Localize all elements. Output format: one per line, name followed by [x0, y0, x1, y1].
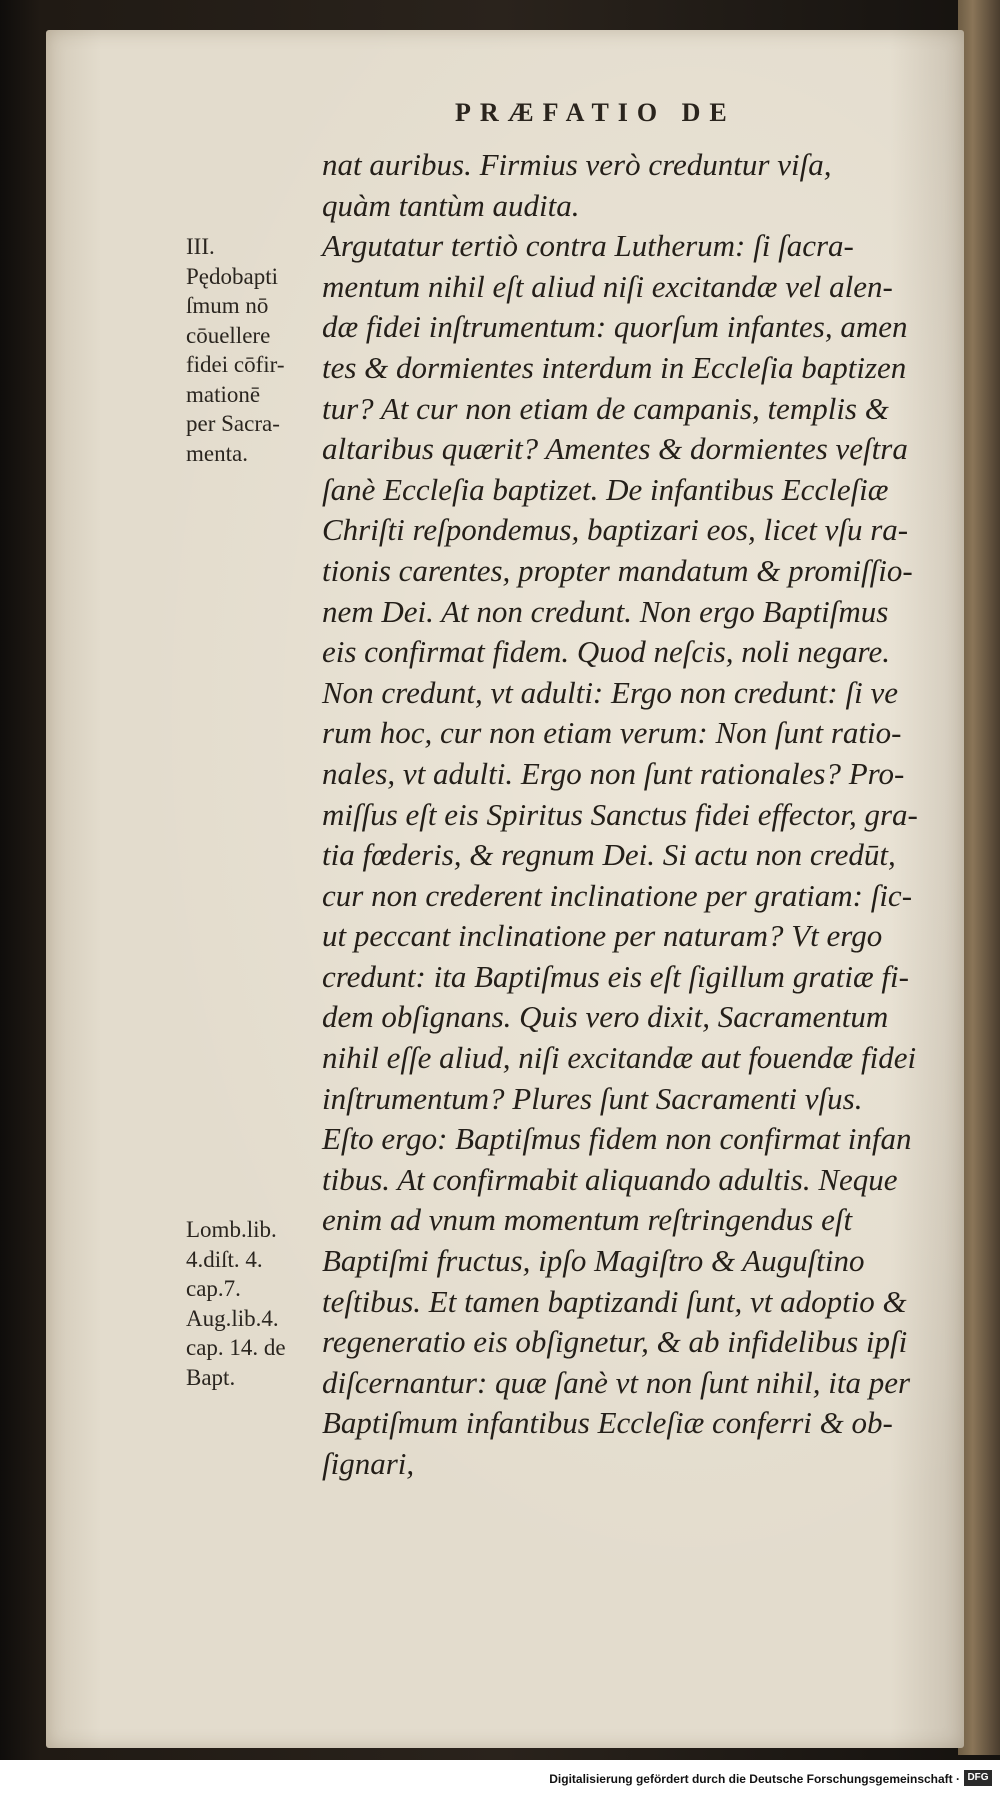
- marginal-line: Pędobapti: [186, 263, 278, 289]
- text-line: dæ fidei inſtrumentum: quorſum infantes, amen: [322, 309, 908, 345]
- marginal-note-references: [186, 1215, 326, 1392]
- text-line: dem obſignans. Quis vero dixit, Sacramentum: [322, 999, 889, 1035]
- text-line: nem Dei. At non credunt. Non ergo Baptiſmus: [322, 593, 889, 629]
- text-line: regeneratio eis obſignetur, & ab infidelibus ipſi: [322, 1324, 908, 1360]
- marginal-line: cap.7.: [186, 1276, 241, 1301]
- marginal-note-pedobaptism: [186, 232, 326, 468]
- text-line: ſignari,: [322, 1446, 415, 1481]
- marginal-line: cap. 14. de: [186, 1335, 286, 1360]
- text-line: Chriſti reſpondemus, baptizari eos, licet vſu ra-: [322, 512, 909, 548]
- marginal-line: menta.: [186, 440, 248, 466]
- marginal-line: mationē: [186, 381, 261, 407]
- text-line: tur? At cur non etiam de campanis, templis &: [322, 390, 889, 426]
- text-line: ſanè Eccleſia baptizet. De infantibus Eccleſiæ: [322, 471, 889, 507]
- text-line: nales, vt adulti. Ergo non ſunt rationales? Pro-: [322, 755, 905, 791]
- text-line: tia fœderis, & regnum Dei. Si actu non credūt,: [322, 837, 896, 873]
- text-line: nat auribus. Firmius verò creduntur viſa,: [322, 147, 832, 182]
- book-edge: [958, 0, 1000, 1755]
- text-line: mentum nihil eſt aliud niſi excitandæ vel alen-: [322, 268, 893, 304]
- marginal-line: 4.diſt. 4.: [186, 1246, 263, 1272]
- marginal-line: cōuellere: [186, 322, 271, 348]
- marginal-line: Lomb.lib.: [186, 1217, 277, 1242]
- funding-credit: Digitalisierung gefördert durch die Deutsche Forschungsgemeinschaft ·: [549, 1772, 960, 1786]
- text-line: Non credunt, vt adulti: Ergo non credunt: ſi ve: [322, 674, 898, 710]
- dfg-logo: DFG: [964, 1770, 992, 1786]
- marginal-line: Bapt.: [186, 1364, 236, 1390]
- digitization-footer: [0, 1760, 1000, 1803]
- text-line: tibus. At confirmabit aliquando adultis. Neque: [322, 1161, 898, 1197]
- text-line: eis confirmat fidem. Quod neſcis, noli negare.: [322, 634, 890, 670]
- text-line: enim ad vnum momentum reſtringendus eſt: [322, 1202, 853, 1238]
- text-line: credunt: ita Baptiſmus eis eſt ſigillum gratiæ fi-: [322, 958, 909, 994]
- marginal-line: fidei cōfir-: [186, 352, 285, 377]
- text-line: altaribus quærit? Amentes & dormientes veſtra: [322, 431, 908, 467]
- marginal-line: per Sacra-: [186, 411, 280, 436]
- running-header: PRÆFATIO DE: [455, 98, 736, 127]
- text-line: nihil eſſe aliud, niſi excitandæ aut fouendæ fidei: [322, 1040, 917, 1076]
- main-text-block: [322, 145, 942, 1485]
- text-line: quàm tantùm audita.: [322, 187, 580, 223]
- text-line: Baptiſmi fructus, ipſo Magiſtro & Auguſtino: [322, 1243, 865, 1279]
- text-line: tes & dormientes interdum in Eccleſia baptizen: [322, 349, 907, 385]
- text-line: diſcernantur: quæ ſanè vt non ſunt nihil, ita per: [322, 1364, 911, 1400]
- text-line: cur non crederent inclinatione per gratiam: ſic-: [322, 877, 913, 913]
- text-line: Baptiſmum infantibus Eccleſiæ conferri & ob-: [322, 1405, 893, 1441]
- text-line: tionis carentes, propter mandatum & promiſſio-: [322, 552, 913, 588]
- text-line: miſſus eſt eis Spiritus Sanctus fidei effector, gra-: [322, 796, 918, 832]
- marginal-line: Aug.lib.4.: [186, 1305, 279, 1331]
- text-line: teſtibus. Et tamen baptizandi ſunt, vt adoptio &: [322, 1283, 907, 1319]
- marginal-line: III.: [186, 234, 215, 259]
- text-line: rum hoc, cur non etiam verum: Non ſunt ratio-: [322, 715, 902, 751]
- text-line: inſtrumentum? Plures ſunt Sacramenti vſus.: [322, 1080, 863, 1116]
- text-line: ut peccant inclinatione per naturam? Vt ergo: [322, 918, 883, 954]
- text-line: Eſto ergo: Baptiſmus fidem non confirmat infan: [322, 1121, 912, 1157]
- text-line: Argutatur tertiò contra Lutherum: ſi ſacra-: [322, 228, 854, 264]
- marginal-line: ſmum nō: [186, 293, 269, 318]
